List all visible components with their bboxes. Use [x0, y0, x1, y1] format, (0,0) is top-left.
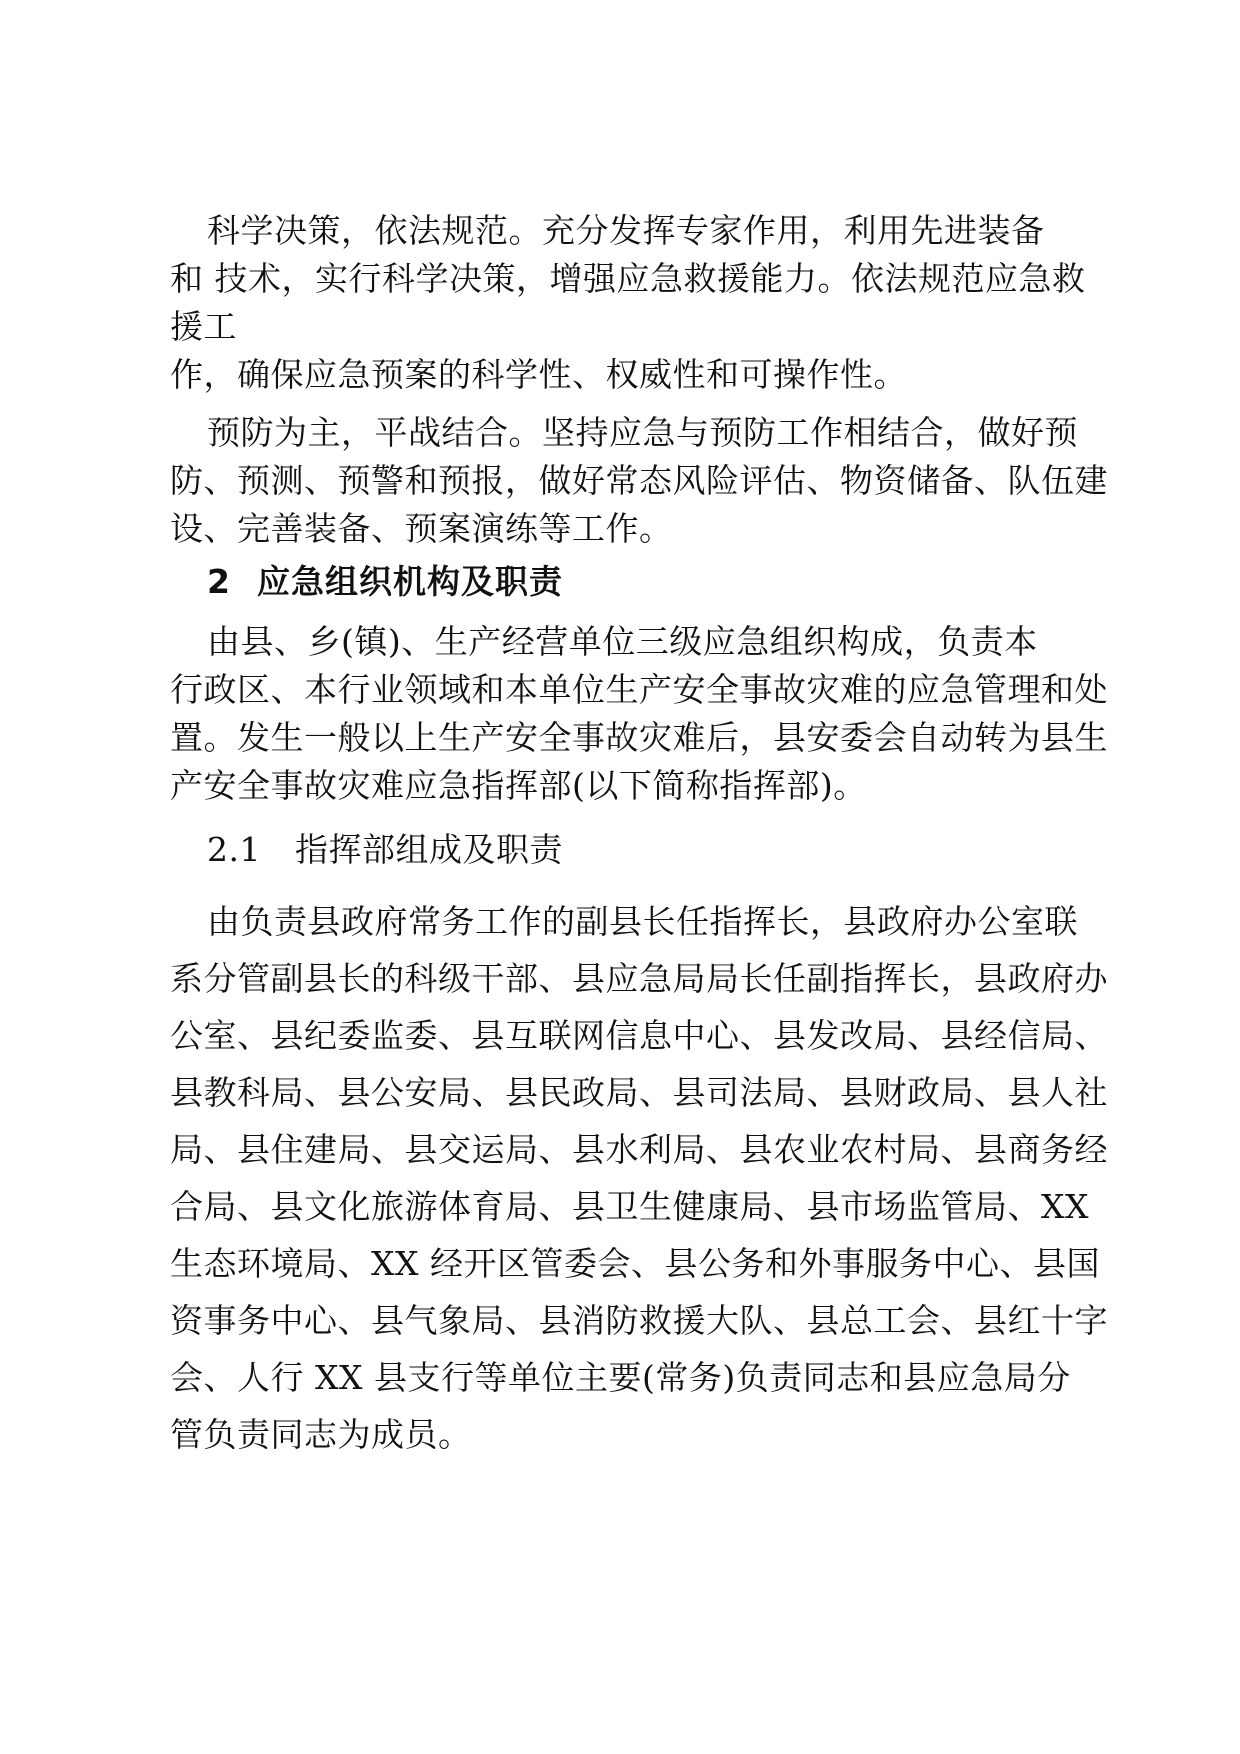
paragraph-3-line-2: 行政区、本行业领域和本单位生产安全事故灾难的应急管理和处	[170, 670, 1108, 709]
paragraph-1-line-2: 和 技术，实行科学决策，增强应急救援能力。依法规范应急救	[170, 259, 1086, 298]
section-2-1-number: 2.1	[207, 830, 261, 869]
paragraph-4-line-6: 合局、县文化旅游体育局、县卫生健康局、县市场监管局、XX	[170, 1187, 1089, 1226]
paragraph-1-line-4: 作，确保应急预案的科学性、权威性和可操作性。	[170, 355, 907, 394]
paragraph-2-line-2: 防、预测、预警和预报，做好常态风险评估、物资储备、队伍建	[170, 461, 1108, 500]
paragraph-4-line-8: 资事务中心、县气象局、县消防救援大队、县总工会、县红十字	[170, 1301, 1108, 1340]
paragraph-2-line-1: 预防为主，平战结合。坚持应急与预防工作相结合，做好预	[207, 413, 1078, 452]
paragraph-2-line-3: 设、完善装备、预案演练等工作。	[170, 509, 673, 548]
paragraph-4-line-1: 由负责县政府常务工作的副县长任指挥长，县政府办公室联	[207, 902, 1078, 941]
paragraph-4-line-9: 会、人行 XX 县支行等单位主要(常务)负责同志和县应急局分	[170, 1358, 1071, 1397]
paragraph-3-line-1: 由县、乡(镇)、生产经营单位三级应急组织构成，负责本	[207, 622, 1038, 661]
paragraph-4-line-7: 生态环境局、XX 经开区管委会、县公务和外事服务中心、县国	[170, 1244, 1100, 1283]
paragraph-4-line-3: 公室、县纪委监委、县互联网信息中心、县发改局、县经信局、	[170, 1016, 1108, 1055]
section-2-number: 2	[207, 562, 231, 601]
section-2-title: 应急组织机构及职责	[256, 562, 563, 601]
paragraph-3-line-4: 产安全事故灾难应急指挥部(以下简称指挥部)。	[170, 766, 867, 805]
paragraph-4-line-2: 系分管副县长的科级干部、县应急局局长任副指挥长，县政府办	[170, 959, 1108, 998]
paragraph-1-line-1: 科学决策，依法规范。充分发挥专家作用，利用先进装备	[207, 211, 1045, 250]
section-2-1-title: 指挥部组成及职责	[294, 830, 563, 869]
paragraph-1-line-3: 援工	[170, 307, 237, 346]
section-2-heading	[207, 558, 563, 606]
paragraph-4-line-4: 县教科局、县公安局、县民政局、县司法局、县财政局、县人社	[170, 1073, 1108, 1112]
paragraph-4-line-5: 局、县住建局、县交运局、县水利局、县农业农村局、县商务经	[170, 1130, 1108, 1169]
paragraph-3-line-3: 置。发生一般以上生产安全事故灾难后，县安委会自动转为县生	[170, 718, 1108, 757]
paragraph-4-line-10: 管负责同志为成员。	[170, 1415, 472, 1454]
section-2-1-heading	[207, 826, 563, 874]
